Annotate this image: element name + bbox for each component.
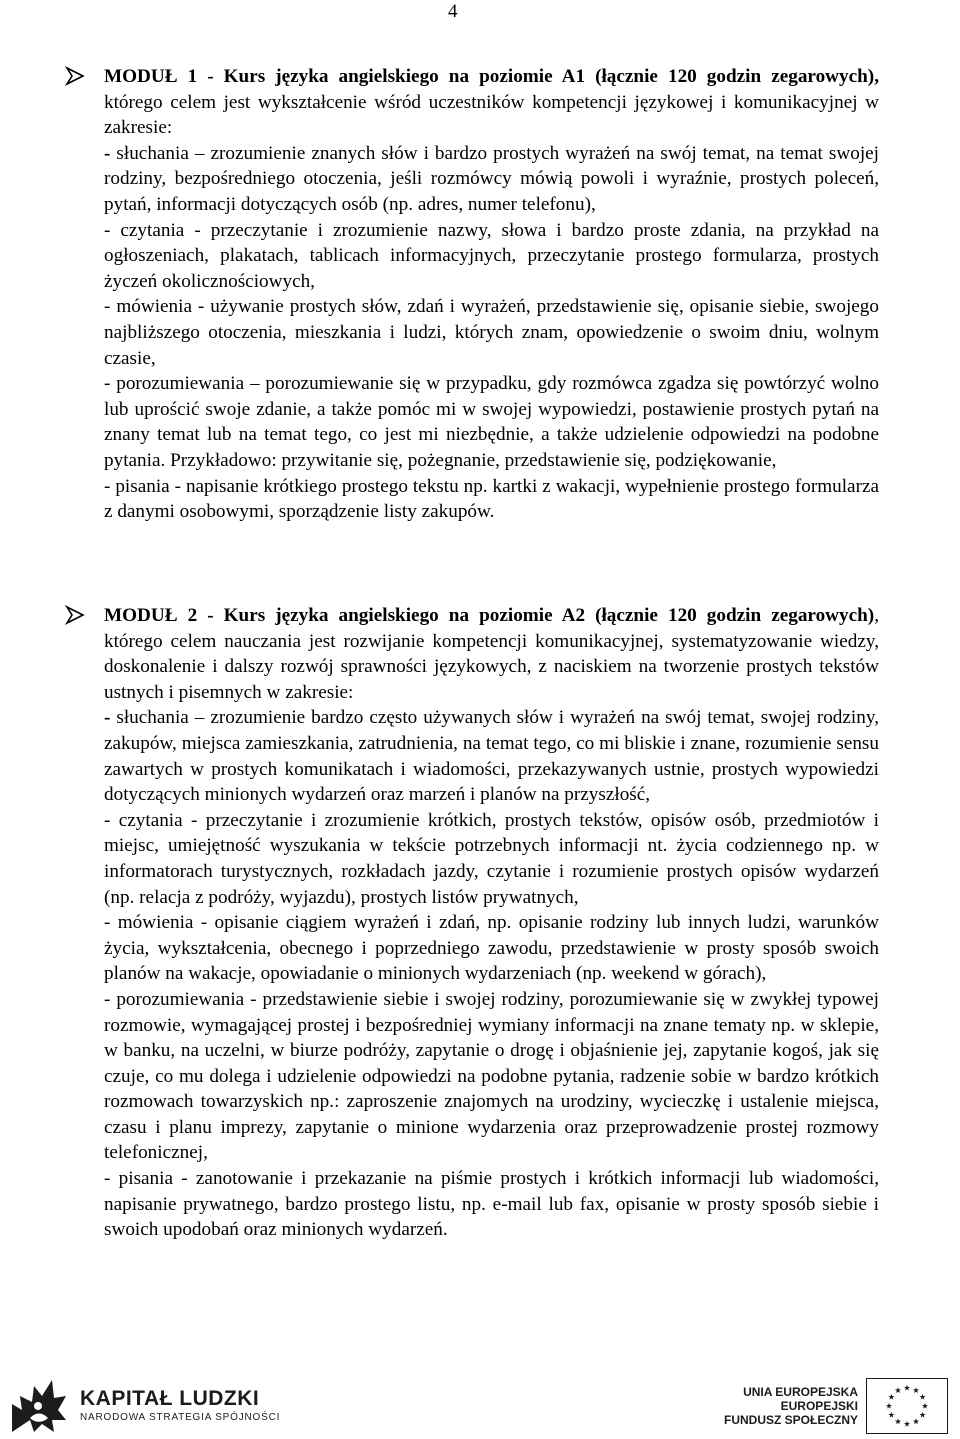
module-2-title: MODUŁ 2 - Kurs języka angielskiego na poziomie A2 (łącznie 120 godzin zegarowych) [104, 605, 875, 626]
kapital-ludzki-logo-icon [8, 1374, 70, 1436]
item-text: słuchania – zrozumienie bardzo często używanych słów i wyrażeń na swój temat, swojej rodziny, zakupów, miejsca zamieszkania, zatrudnienia, na temat tego, co mi bliskie i znane, rozumienie sensu zawartych w prostych komunikatach i wiadomości, przekazywanych ustnie, prostych wypowiedzi dotyczących minionych wydarzeń oraz marzeń i planów na przyszłość, [104, 707, 879, 806]
module-2-item-reading: - czytania - przeczytanie i zrozumienie krótkich, prostych tekstów, opisów osób, przedmiotów i miejsc, umiejętność wyszukania w tekście potrzebnych informacji nt. życia codziennego np. w informatorach turystycznych, rozkładach jazdy, czytanie i rozumienie prostych opisów wydarzeń (np. relacja z podróży, wyjazdu), prostych listów prywatnych, [104, 809, 879, 908]
arrow-bullet-icon [64, 65, 86, 87]
kapital-ludzki-subtitle: NARODOWA STRATEGIA SPÓJNOŚCI [80, 1412, 281, 1423]
module-1-item-reading: - czytania - przeczytanie i zrozumienie nazwy, słowa i bardzo proste zdania, na przykład na ogłoszeniach, plakatach, tablicach informacyjnych, przeczytanie prostego formularza, prostych życzeń okolicznościowych, [104, 219, 879, 292]
module-1-item-speaking: - mówienia - używanie prostych słów, zdań i wyrażeń, przedstawienie się, opisanie siebie, swojego najbliższego otoczenia, mieszkania i ludzi, których znam, opowiedzenie o swoim dniu, wolnym czasie, [104, 296, 879, 369]
eu-flag-icon [866, 1378, 948, 1434]
item-dash: - [104, 707, 111, 729]
footer [0, 1360, 960, 1439]
kapital-ludzki-title: KAPITAŁ LUDZKI [80, 1387, 260, 1410]
module-2-heading [104, 603, 879, 705]
item-dash: - [104, 142, 111, 164]
arrow-bullet-icon [64, 604, 86, 626]
eu-line-3: FUNDUSZ SPOŁECZNY [723, 1413, 858, 1427]
module-2-item-writing: - pisania - zanotowanie i przekazanie na piśmie prostych i krótkich informacji lub wiadomości, napisanie prywatnego, bardzo prostego listu, np. e-mail lub fax, opisanie w prosty sposób siebie i swoich upodobań oraz minionych wydarzeń. [104, 1168, 879, 1241]
module-2-section [64, 603, 879, 1243]
item-text: słuchania – zrozumienie znanych słów i bardzo prostych wyrażeń na swój temat, na temat swojej rodziny, bezpośredniego otoczenia, jeśli rozmówcy mówią powoli i wyraźnie, prostych poleceń, pytań, informacji dotyczących osób (np. adres, numer telefonu), [104, 142, 879, 215]
module-1-intro: którego celem jest wykształcenie wśród uczestników kompetencji językowej i komunikacyjnej w zakresie: [104, 91, 879, 139]
eu-line-1: UNIA EUROPEJSKA [743, 1385, 858, 1399]
module-2-intro: , którego celem nauczania jest rozwijanie kompetencji komunikacyjnej, systematyzowanie wiedzy, doskonalenie i dalszy rozwój sprawności językowych, z naciskiem na tworzenie prostych tekstów ustnych i pisemnych w zakresie: [104, 605, 879, 703]
module-2-item-communicating: - porozumiewania - przedstawienie siebie i swojej rodziny, porozumiewanie się w zwykłej typowej rozmowie, wymagającej prostej i bezpośredniej wymiany informacji na znane tematy np. w sklepie, w banku, na uczelni, w biurze podróży, zapytanie o drogę i objaśnienie jej, zapytanie kogoś, jak się czuje, co mu dolega i udzielenie odpowiedzi na podobne pytania, radzenie sobie w bardzo krótkich rozmowach towarzyskich np.: zaproszenie znajomych na urodziny, wycieczkę i ustalenie miejsca, czasu i planu imprezy, zapytanie o minione wydarzenia oraz przeprowadzenie prostej rozmowy telefonicznej, [104, 988, 879, 1164]
module-1-title: MODUŁ 1 - Kurs języka angielskiego na poziomie A1 (łącznie 120 godzin zegarowych), [104, 66, 879, 87]
module-2-body [104, 603, 879, 1243]
module-1-item-writing: - pisania - napisanie krótkiego prostego tekstu np. kartki z wakacji, wypełnienie prostego formularza z danymi osobowymi, sporządzenie listy zakupów. [104, 475, 879, 523]
module-2-item-listening [104, 705, 879, 807]
module-1-item-communicating: - porozumiewania – porozumiewanie się w przypadku, gdy rozmówca zgadza się powtórzyć wolno lub uprościć swoje zdanie, a także pomóc mi w swojej wypowiedzi, postawienie prostych pytań na znany temat lub na temat tego, co jest mi niezbędnie, a także udzielenie odpowiedzi na podobne pytania. Przykładowo: przywitanie się, pożegnanie, przedstawienie się, podziękowanie, [104, 373, 879, 471]
module-2-item-speaking: - mówienia - opisanie ciągiem wyrażeń i zdań, np. opisanie rodziny lub innych ludzi, warunków życia, wykształcenia, obecnego i poprzedniego zawodu, przedstawienie w prosty sposób swoich planów na wakacje, opowiadanie o minionych wydarzeniach (np. weekend w górach), [104, 912, 879, 985]
module-1-section [64, 64, 879, 525]
eu-fund-text [700, 1385, 858, 1427]
eu-line-2: EUROPEJSKI [780, 1399, 858, 1413]
module-1-item-listening [104, 141, 879, 218]
module-1-body [104, 64, 879, 525]
module-1-heading [104, 64, 879, 141]
page-number: 4 [448, 1, 458, 22]
